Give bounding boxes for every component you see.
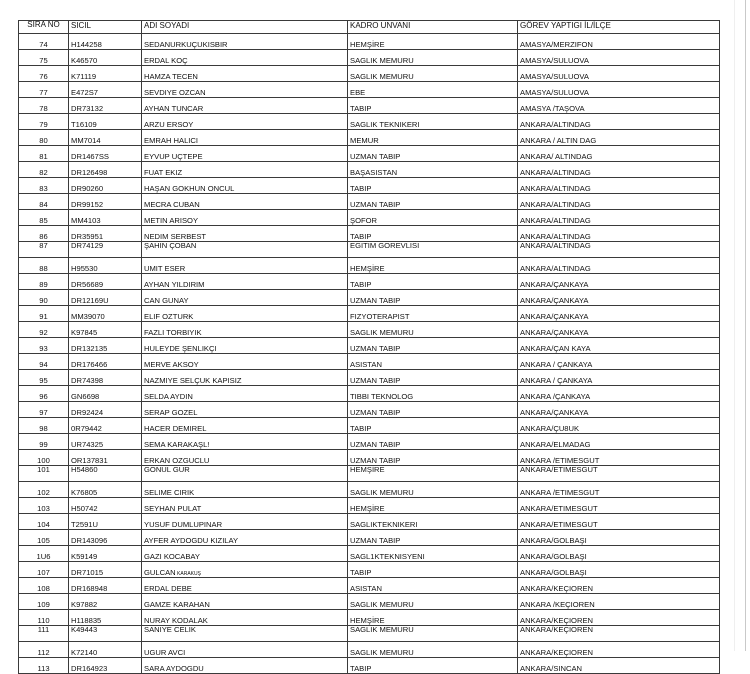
row-kadro-unvani: HEMŞİRE bbox=[348, 610, 518, 626]
name-suffix-small: KARAKUŞ bbox=[175, 571, 201, 577]
row-sicil: H50742 bbox=[69, 498, 142, 514]
row-sira-no: 88 bbox=[19, 258, 69, 274]
table-row bbox=[19, 626, 720, 642]
row-sicil: DR73132 bbox=[69, 98, 142, 114]
row-gorev-il-ilce: ANKARA/GOLBAŞI bbox=[518, 546, 720, 562]
row-sira-no: 85 bbox=[19, 210, 69, 226]
row-sira-no: 79 bbox=[19, 114, 69, 130]
row-kadro-unvani: BAŞASISTAN bbox=[348, 162, 518, 178]
row-gorev-il-ilce: AMASYA/SULUOVA bbox=[518, 82, 720, 98]
row-kadro-unvani: UZMAN TABIP bbox=[348, 290, 518, 306]
row-sira-no: 111 bbox=[19, 626, 69, 642]
row-gorev-il-ilce: ANKARA/ÇANKAYA bbox=[518, 402, 720, 418]
row-kadro-unvani: TABIP bbox=[348, 274, 518, 290]
row-sira-no: 105 bbox=[19, 530, 69, 546]
row-gorev-il-ilce: ANKARA/ALTINDAG bbox=[518, 162, 720, 178]
row-adi-soyadi: SEDANURKUÇUKISBIR bbox=[142, 34, 348, 50]
row-sicil: H54860 bbox=[69, 466, 142, 482]
table-row bbox=[19, 178, 720, 194]
row-gorev-il-ilce: ANKARA/ALTINDAG bbox=[518, 210, 720, 226]
row-gorev-il-ilce: ANKARA/ALTINDAG bbox=[518, 194, 720, 210]
row-sicil: DR56689 bbox=[69, 274, 142, 290]
row-kadro-unvani: SAGLIK MEMURU bbox=[348, 626, 518, 642]
row-sira-no: 1U6 bbox=[19, 546, 69, 562]
row-gorev-il-ilce: ANKARA/ALTINDAG bbox=[518, 226, 720, 242]
row-kadro-unvani: EGITIM GOREVLISI bbox=[348, 242, 518, 258]
row-adi-soyadi: AYFER AYDOGDU KIZILAY bbox=[142, 530, 348, 546]
row-sira-no: 80 bbox=[19, 130, 69, 146]
row-gorev-il-ilce: ANKARA/ETIMESGUT bbox=[518, 466, 720, 482]
row-kadro-unvani: SAGLIK TEKNIKERI bbox=[348, 114, 518, 130]
row-kadro-unvani: EBE bbox=[348, 82, 518, 98]
table-row bbox=[19, 546, 720, 562]
row-kadro-unvani: TABIP bbox=[348, 418, 518, 434]
table-row bbox=[19, 578, 720, 594]
row-kadro-unvani: TABIP bbox=[348, 562, 518, 578]
row-sira-no: 103 bbox=[19, 498, 69, 514]
row-gorev-il-ilce: ANKARA/KEÇIOREN bbox=[518, 578, 720, 594]
row-gorev-il-ilce: ANKARA /ÇANKAYA bbox=[518, 386, 720, 402]
row-sira-no: 109 bbox=[19, 594, 69, 610]
row-kadro-unvani: HEMŞİRE bbox=[348, 258, 518, 274]
table-header bbox=[19, 21, 720, 34]
row-sira-no: 99 bbox=[19, 434, 69, 450]
row-adi-soyadi: CAN GUNAY bbox=[142, 290, 348, 306]
page-edge bbox=[745, 0, 746, 651]
row-gorev-il-ilce: ANKARA/KEÇIOREN bbox=[518, 626, 720, 642]
row-gorev-il-ilce: AMASYA/MERZIFON bbox=[518, 34, 720, 50]
row-sicil: DR176466 bbox=[69, 354, 142, 370]
header-gorev-il-ilce: GÖREV YAPTIGI İL/İLÇE bbox=[518, 21, 720, 34]
row-gorev-il-ilce: ANKARA/ALTINDAG bbox=[518, 114, 720, 130]
row-sicil: K49443 bbox=[69, 626, 142, 642]
row-sira-no: 93 bbox=[19, 338, 69, 354]
row-adi-soyadi: ŞAHIN ÇOBAN bbox=[142, 242, 348, 258]
table-row bbox=[19, 562, 720, 578]
row-adi-soyadi: SELIME CIRIK bbox=[142, 482, 348, 498]
row-gorev-il-ilce: ANKARA/GOLBAŞI bbox=[518, 562, 720, 578]
row-adi-soyadi: ELIF OZTURK bbox=[142, 306, 348, 322]
row-sira-no: 89 bbox=[19, 274, 69, 290]
row-kadro-unvani: ŞOFOR bbox=[348, 210, 518, 226]
row-adi-soyadi: NURAY KODALAK bbox=[142, 610, 348, 626]
table-row bbox=[19, 50, 720, 66]
row-kadro-unvani: SAGLIK MEMURU bbox=[348, 66, 518, 82]
row-gorev-il-ilce: ANKARA/ELMADAG bbox=[518, 434, 720, 450]
row-sicil: DR92424 bbox=[69, 402, 142, 418]
row-kadro-unvani: SAGL1KTEKNISYENI bbox=[348, 546, 518, 562]
row-sira-no: 102 bbox=[19, 482, 69, 498]
table-row bbox=[19, 466, 720, 482]
table-row bbox=[19, 98, 720, 114]
row-sicil: UR74325 bbox=[69, 434, 142, 450]
row-sira-no: 95 bbox=[19, 370, 69, 386]
row-adi-soyadi: SEVDIYE OZCAN bbox=[142, 82, 348, 98]
row-gorev-il-ilce: ANKARA/ALTINDAG bbox=[518, 242, 720, 258]
header-sira-no: SIRA NO bbox=[19, 21, 69, 34]
table-row bbox=[19, 658, 720, 674]
row-gorev-il-ilce: ANKARA/ÇANKAYA bbox=[518, 274, 720, 290]
row-gorev-il-ilce: ANKARA/ETIMESGUT bbox=[518, 514, 720, 530]
table-row bbox=[19, 306, 720, 322]
row-gorev-il-ilce: AMASYA/SULUOVA bbox=[518, 66, 720, 82]
row-adi-soyadi: ERDAL KOÇ bbox=[142, 50, 348, 66]
row-gorev-il-ilce: AMASYA/SULUOVA bbox=[518, 50, 720, 66]
row-sicil: DR74129 bbox=[69, 242, 142, 258]
row-adi-soyadi: SARA AYDOGDU bbox=[142, 658, 348, 674]
row-gorev-il-ilce: ANKARA/SINCAN bbox=[518, 658, 720, 674]
table-row bbox=[19, 146, 720, 162]
row-adi-soyadi: NAZMIYE SELÇUK KAPISIZ bbox=[142, 370, 348, 386]
row-adi-soyadi: FAZLI TORBIYIK bbox=[142, 322, 348, 338]
row-sicil: K76805 bbox=[69, 482, 142, 498]
table-row bbox=[19, 258, 720, 274]
row-sira-no: 76 bbox=[19, 66, 69, 82]
row-sira-no: 92 bbox=[19, 322, 69, 338]
row-kadro-unvani: UZMAN TABIP bbox=[348, 530, 518, 546]
row-gorev-il-ilce: ANKARA/ÇANKAYA bbox=[518, 306, 720, 322]
table-row bbox=[19, 194, 720, 210]
row-sira-no: 78 bbox=[19, 98, 69, 114]
row-kadro-unvani: TIBBI TEKNOLOG bbox=[348, 386, 518, 402]
row-gorev-il-ilce: ANKARA/KEÇIOREN bbox=[518, 642, 720, 658]
row-kadro-unvani: ASISTAN bbox=[348, 578, 518, 594]
row-kadro-unvani: UZMAN TABIP bbox=[348, 146, 518, 162]
personnel-table bbox=[18, 20, 720, 674]
row-adi-soyadi: GULCAN KARAKUŞ bbox=[142, 562, 348, 578]
row-sicil: DR71015 bbox=[69, 562, 142, 578]
row-sicil: DR1467SS bbox=[69, 146, 142, 162]
row-gorev-il-ilce: ANKARA / ÇANKAYA bbox=[518, 354, 720, 370]
row-sira-no: 101 bbox=[19, 466, 69, 482]
row-sicil: K59149 bbox=[69, 546, 142, 562]
row-sira-no: 83 bbox=[19, 178, 69, 194]
row-adi-soyadi: GAZI KOCABAY bbox=[142, 546, 348, 562]
row-adi-soyadi: GONUL GUR bbox=[142, 466, 348, 482]
row-kadro-unvani: SAGLIKTEKNIKERI bbox=[348, 514, 518, 530]
row-gorev-il-ilce: ANKARA/ÇANKAYA bbox=[518, 322, 720, 338]
row-sira-no: 81 bbox=[19, 146, 69, 162]
row-kadro-unvani: HEMŞİRE bbox=[348, 34, 518, 50]
table-body bbox=[19, 34, 720, 674]
row-sira-no: 110 bbox=[19, 610, 69, 626]
table-row bbox=[19, 226, 720, 242]
row-kadro-unvani: HEMŞİRE bbox=[348, 498, 518, 514]
row-kadro-unvani: MEMUR bbox=[348, 130, 518, 146]
table-row bbox=[19, 322, 720, 338]
row-sicil: DR126498 bbox=[69, 162, 142, 178]
row-adi-soyadi: AYHAN YILDIRIM bbox=[142, 274, 348, 290]
row-sicil: K71119 bbox=[69, 66, 142, 82]
row-sicil: GN6698 bbox=[69, 386, 142, 402]
table-row bbox=[19, 450, 720, 466]
row-kadro-unvani: TABIP bbox=[348, 98, 518, 114]
row-kadro-unvani: UZMAN TABIP bbox=[348, 450, 518, 466]
row-kadro-unvani: SAGLIK MEMURU bbox=[348, 642, 518, 658]
row-sira-no: 113 bbox=[19, 658, 69, 674]
table-row bbox=[19, 434, 720, 450]
row-sira-no: 87 bbox=[19, 242, 69, 258]
row-sicil: DR164923 bbox=[69, 658, 142, 674]
row-sira-no: 98 bbox=[19, 418, 69, 434]
table-row bbox=[19, 482, 720, 498]
row-gorev-il-ilce: ANKARA/ ALTINDAG bbox=[518, 146, 720, 162]
row-kadro-unvani: SAGLIK MEMURU bbox=[348, 50, 518, 66]
table-row bbox=[19, 642, 720, 658]
row-adi-soyadi: SELDA AYDIN bbox=[142, 386, 348, 402]
row-gorev-il-ilce: AMASYA /TAŞOVA bbox=[518, 98, 720, 114]
row-sicil: H144258 bbox=[69, 34, 142, 50]
row-gorev-il-ilce: ANKARA/ÇANKAYA bbox=[518, 290, 720, 306]
table-row bbox=[19, 354, 720, 370]
row-kadro-unvani: SAGLIK MEMURU bbox=[348, 322, 518, 338]
row-sicil: DR35951 bbox=[69, 226, 142, 242]
table-row bbox=[19, 594, 720, 610]
table-row bbox=[19, 274, 720, 290]
row-adi-soyadi: MERVE AKSOY bbox=[142, 354, 348, 370]
row-sira-no: 75 bbox=[19, 50, 69, 66]
row-kadro-unvani: TABIP bbox=[348, 178, 518, 194]
row-adi-soyadi: EMRAH HALICI bbox=[142, 130, 348, 146]
table-row bbox=[19, 162, 720, 178]
row-sira-no: 96 bbox=[19, 386, 69, 402]
row-sicil: H95530 bbox=[69, 258, 142, 274]
row-sicil: K72140 bbox=[69, 642, 142, 658]
row-gorev-il-ilce: ANKARA/ETIMESGUT bbox=[518, 498, 720, 514]
row-adi-soyadi: SANIYE CELIK bbox=[142, 626, 348, 642]
row-sira-no: 97 bbox=[19, 402, 69, 418]
row-sicil: MM39070 bbox=[69, 306, 142, 322]
table-row bbox=[19, 418, 720, 434]
row-gorev-il-ilce: ANKARA /ETIMESGUT bbox=[518, 482, 720, 498]
row-kadro-unvani: SAGLIK MEMURU bbox=[348, 594, 518, 610]
row-adi-soyadi: HAŞAN GOKHUN ONCUL bbox=[142, 178, 348, 194]
row-adi-soyadi: ARZU ERSOY bbox=[142, 114, 348, 130]
table-row bbox=[19, 498, 720, 514]
table-row bbox=[19, 242, 720, 258]
row-kadro-unvani: ASISTAN bbox=[348, 354, 518, 370]
row-sicil: DR143096 bbox=[69, 530, 142, 546]
row-kadro-unvani: TABIP bbox=[348, 226, 518, 242]
row-sicil: MM4103 bbox=[69, 210, 142, 226]
row-gorev-il-ilce: ANKARA/ÇAN KAYA bbox=[518, 338, 720, 354]
row-sira-no: 108 bbox=[19, 578, 69, 594]
header-adi-soyadi: ADI SOYADI bbox=[142, 21, 348, 34]
row-gorev-il-ilce: ANKARA/ALTINDAG bbox=[518, 258, 720, 274]
table-row bbox=[19, 386, 720, 402]
row-sicil: DR90260 bbox=[69, 178, 142, 194]
header-sicil: SICIL bbox=[69, 21, 142, 34]
row-sicil: DR132135 bbox=[69, 338, 142, 354]
row-adi-soyadi: SEYHAN PULAT bbox=[142, 498, 348, 514]
row-adi-soyadi: UMIT ESER bbox=[142, 258, 348, 274]
row-adi-soyadi: GAMZE KARAHAN bbox=[142, 594, 348, 610]
table-row bbox=[19, 530, 720, 546]
row-sira-no: 84 bbox=[19, 194, 69, 210]
row-adi-soyadi: HAMZA TECEN bbox=[142, 66, 348, 82]
row-sicil: 0R79442 bbox=[69, 418, 142, 434]
row-sira-no: 94 bbox=[19, 354, 69, 370]
row-adi-soyadi: HACER DEMIREL bbox=[142, 418, 348, 434]
row-adi-soyadi: SEMA KARAKAŞL! bbox=[142, 434, 348, 450]
row-kadro-unvani: UZMAN TABIP bbox=[348, 402, 518, 418]
row-sira-no: 100 bbox=[19, 450, 69, 466]
row-kadro-unvani: UZMAN TABIP bbox=[348, 370, 518, 386]
row-sira-no: 107 bbox=[19, 562, 69, 578]
row-gorev-il-ilce: ANKARA/ÇU8UK bbox=[518, 418, 720, 434]
table-row bbox=[19, 610, 720, 626]
row-adi-soyadi: SERAP GOZEL bbox=[142, 402, 348, 418]
row-gorev-il-ilce: ANKARA/GOLBAŞI bbox=[518, 530, 720, 546]
row-adi-soyadi: METIN ARISOY bbox=[142, 210, 348, 226]
row-adi-soyadi: AYHAN TUNCAR bbox=[142, 98, 348, 114]
row-kadro-unvani: UZMAN TABIP bbox=[348, 434, 518, 450]
header-kadro-unvani: KADRO UNVANI bbox=[348, 21, 518, 34]
table-row bbox=[19, 114, 720, 130]
row-kadro-unvani: TABIP bbox=[348, 658, 518, 674]
row-sicil: T16109 bbox=[69, 114, 142, 130]
row-kadro-unvani: SAGLIK MEMURU bbox=[348, 482, 518, 498]
page-edge-shadow bbox=[734, 0, 735, 651]
row-kadro-unvani: UZMAN TABIP bbox=[348, 338, 518, 354]
row-gorev-il-ilce: ANKARA/ALTINDAG bbox=[518, 178, 720, 194]
row-sicil: H118835 bbox=[69, 610, 142, 626]
row-gorev-il-ilce: ANKARA / ALTIN DAG bbox=[518, 130, 720, 146]
table-row bbox=[19, 338, 720, 354]
table-row bbox=[19, 66, 720, 82]
row-sicil: K46570 bbox=[69, 50, 142, 66]
row-sira-no: 90 bbox=[19, 290, 69, 306]
row-sicil: DR168948 bbox=[69, 578, 142, 594]
row-sicil: DR12169U bbox=[69, 290, 142, 306]
row-sira-no: 82 bbox=[19, 162, 69, 178]
row-adi-soyadi: EYVUP UÇTEPE bbox=[142, 146, 348, 162]
row-sicil: K97882 bbox=[69, 594, 142, 610]
row-kadro-unvani: HEMŞİRE bbox=[348, 466, 518, 482]
row-adi-soyadi: FUAT EKIZ bbox=[142, 162, 348, 178]
row-adi-soyadi: NEDIM SERBEST bbox=[142, 226, 348, 242]
table-row bbox=[19, 290, 720, 306]
row-sira-no: 77 bbox=[19, 82, 69, 98]
row-gorev-il-ilce: ANKARA /ETIMESGUT bbox=[518, 450, 720, 466]
row-sicil: OR137831 bbox=[69, 450, 142, 466]
row-sicil: DR99152 bbox=[69, 194, 142, 210]
row-adi-soyadi: UGUR AVCI bbox=[142, 642, 348, 658]
table-row bbox=[19, 130, 720, 146]
row-adi-soyadi: HULEYDE ŞENLIKÇI bbox=[142, 338, 348, 354]
row-sira-no: 91 bbox=[19, 306, 69, 322]
table-row bbox=[19, 370, 720, 386]
row-sira-no: 104 bbox=[19, 514, 69, 530]
row-sira-no: 74 bbox=[19, 34, 69, 50]
row-kadro-unvani: UZMAN TABIP bbox=[348, 194, 518, 210]
table-row bbox=[19, 34, 720, 50]
row-sicil: K97845 bbox=[69, 322, 142, 338]
row-gorev-il-ilce: ANKARA/KEÇIOREN bbox=[518, 610, 720, 626]
table-row bbox=[19, 82, 720, 98]
row-gorev-il-ilce: ANKARA /KEÇIOREN bbox=[518, 594, 720, 610]
row-adi-soyadi: ERDAL DEBE bbox=[142, 578, 348, 594]
row-adi-soyadi: ERKAN OZGUCLU bbox=[142, 450, 348, 466]
table-row bbox=[19, 402, 720, 418]
row-adi-soyadi: YUSUF DUMLUPINAR bbox=[142, 514, 348, 530]
row-sicil: MM7014 bbox=[69, 130, 142, 146]
row-adi-soyadi: MECRA CUBAN bbox=[142, 194, 348, 210]
row-sicil: DR74398 bbox=[69, 370, 142, 386]
row-kadro-unvani: FIZYOTERAPIST bbox=[348, 306, 518, 322]
row-sira-no: 86 bbox=[19, 226, 69, 242]
row-sicil: E472S7 bbox=[69, 82, 142, 98]
table-row bbox=[19, 210, 720, 226]
row-sicil: T2591U bbox=[69, 514, 142, 530]
row-sira-no: 112 bbox=[19, 642, 69, 658]
row-gorev-il-ilce: ANKARA / ÇANKAYA bbox=[518, 370, 720, 386]
table-row bbox=[19, 514, 720, 530]
